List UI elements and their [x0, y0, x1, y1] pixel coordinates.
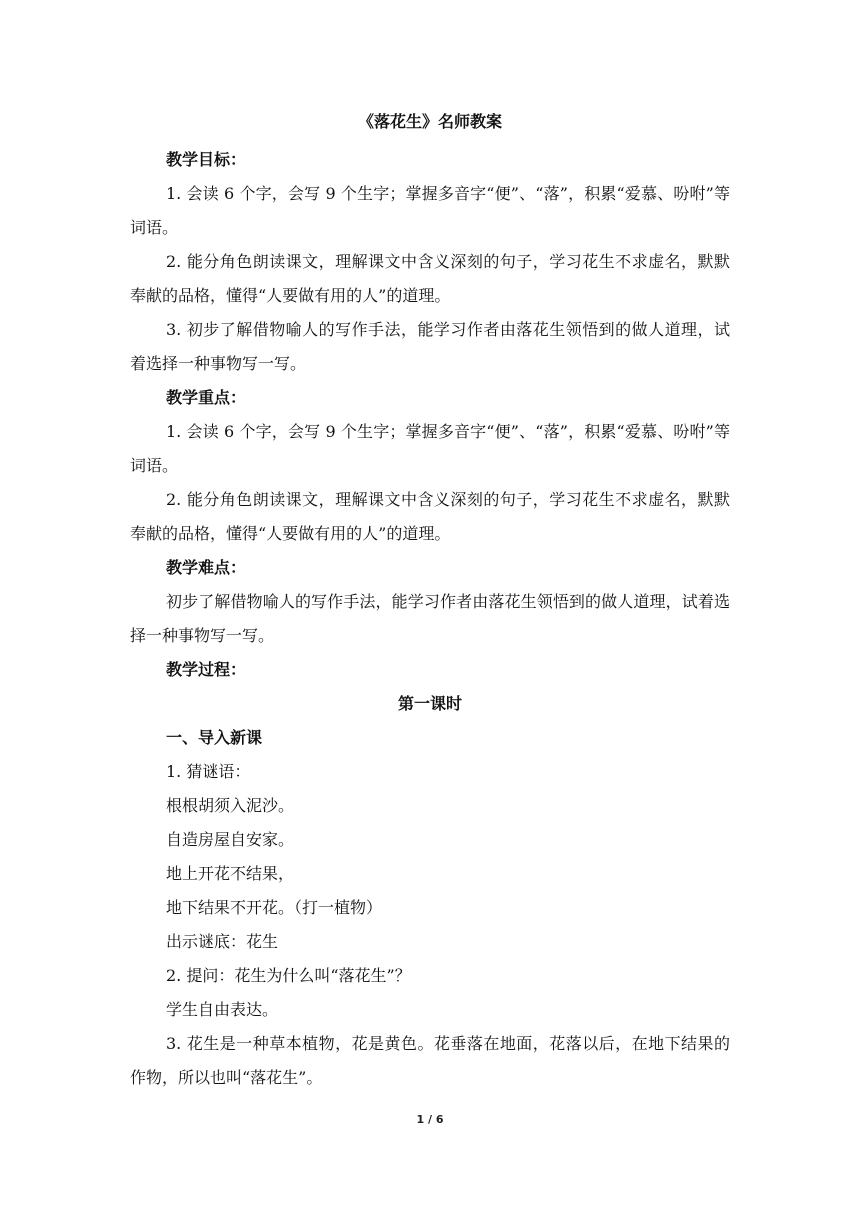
process-heading: 教学过程：: [166, 660, 247, 679]
riddle-line-1: 根根胡须入泥沙。: [166, 796, 295, 815]
riddle-line-2: 自造房屋自安家。: [166, 830, 295, 849]
lesson-heading: 第一课时: [397, 694, 462, 713]
document-title: 《落花生》名师教案: [357, 112, 502, 131]
difficulties-paragraph: 初步了解借物喻人的写作手法，能学习作者由落花生领悟到的做人道理，试着选择一种事物写一写。: [130, 592, 730, 645]
question-line: 2. 提问：花生为什么叫“落花生”？: [166, 966, 411, 985]
teaching-goal-3: 3. 初步了解借物喻人的写作手法，能学习作者由落花生领悟到的做人道理，试着选择一种事物写一写。: [130, 320, 730, 373]
teaching-goals-heading: 教学目标：: [166, 150, 247, 169]
riddle-line-4: 地下结果不开花。（打一植物）: [166, 898, 383, 917]
difficulties-heading: 教学难点：: [166, 558, 247, 577]
part-one-heading: 一、导入新课: [166, 728, 263, 747]
teaching-goal-2: 2. 能分角色朗读课文，理解课文中含义深刻的句子，学习花生不求虚名，默默奉献的品格，懂得“人要做有用的人”的道理。: [130, 252, 730, 305]
explanation-paragraph: 3. 花生是一种草本植物，花是黄色。花垂落在地面，花落以后，在地下结果的作物，所以也叫“落花生”。: [130, 1034, 730, 1087]
riddle-answer: 出示谜底：花生: [166, 932, 279, 951]
key-point-2: 2. 能分角色朗读课文，理解课文中含义深刻的句子，学习花生不求虚名，默默奉献的品格，懂得“人要做有用的人”的道理。: [130, 490, 730, 543]
riddle-line-3: 地上开花不结果，: [166, 864, 295, 883]
key-point-1: 1. 会读 6 个字，会写 9 个生字；掌握多音字“便”、“落”，积累“爱慕、吩咐”等词语。: [130, 422, 730, 475]
key-points-heading: 教学重点：: [166, 388, 247, 407]
riddle-intro: 1. 猜谜语：: [166, 762, 251, 781]
page-indicator: 1 / 6: [416, 1113, 444, 1126]
student-response-line: 学生自由表达。: [166, 1000, 279, 1019]
teaching-goal-1: 1. 会读 6 个字，会写 9 个生字；掌握多音字“便”、“落”，积累“爱慕、吩咐”等词语。: [130, 184, 730, 237]
document-body: [130, 143, 730, 1095]
